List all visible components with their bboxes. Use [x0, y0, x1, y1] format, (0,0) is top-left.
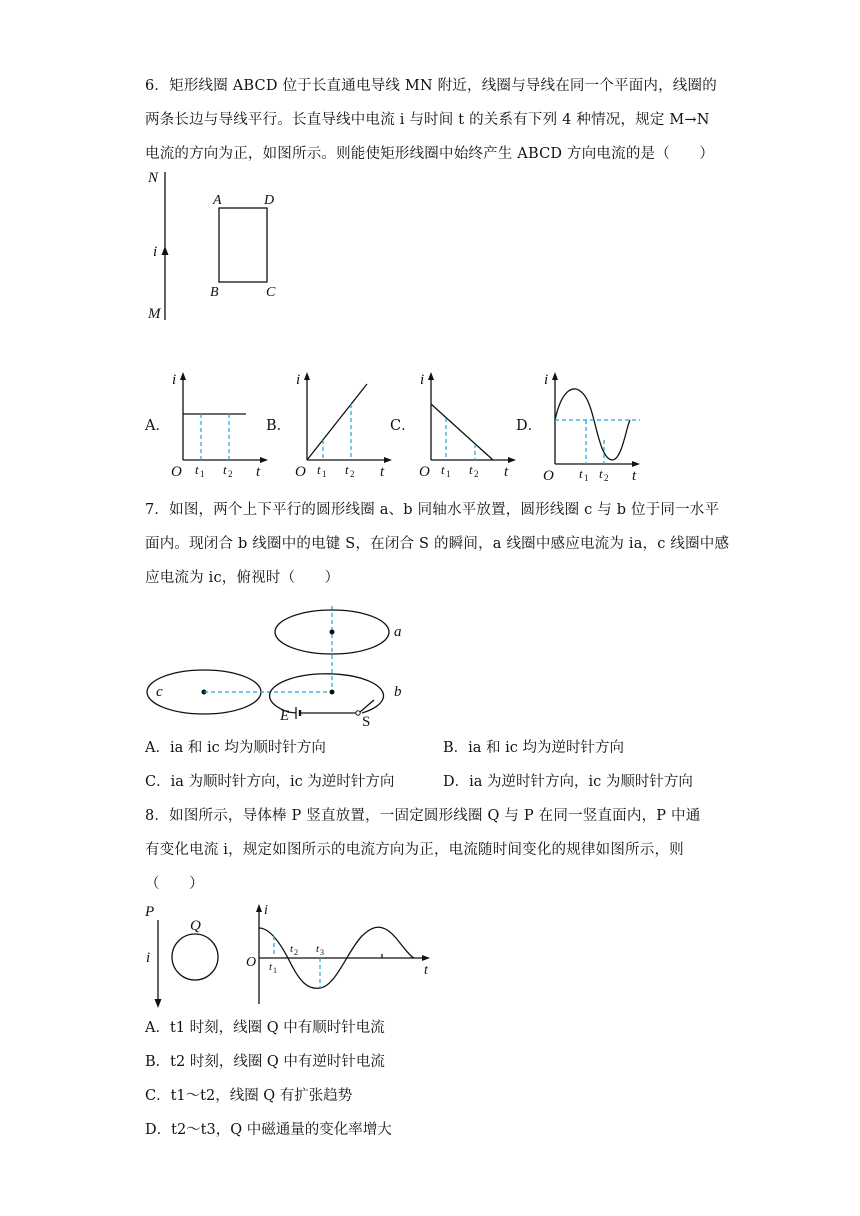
- q8-option-b: B．t2 时刻，线圈 Q 中有逆时针电流: [145, 1054, 385, 1070]
- label-D: D: [264, 193, 275, 208]
- svg-text:O: O: [295, 464, 306, 480]
- svg-text:t: t: [504, 464, 509, 480]
- svg-text:3: 3: [320, 948, 324, 957]
- svg-text:S: S: [362, 714, 371, 730]
- svg-text:t: t: [469, 462, 473, 477]
- svg-text:E: E: [280, 708, 290, 724]
- svg-text:i: i: [172, 372, 177, 388]
- svg-text:P: P: [145, 904, 155, 920]
- q7-option-d: D．ia 为逆时针方向，ic 为顺时针方向: [443, 774, 693, 790]
- svg-text:i: i: [264, 903, 268, 918]
- q8-rod-coil-figure: [140, 900, 230, 1010]
- svg-text:b: b: [394, 684, 402, 700]
- svg-text:i: i: [296, 372, 301, 388]
- svg-text:O: O: [171, 464, 182, 480]
- q8-option-a: A．t1 时刻，线圈 Q 中有顺时针电流: [145, 1020, 385, 1036]
- q6-option-a-label: A．: [145, 418, 170, 434]
- q6-text-line-1: 6．矩形线圈 ABCD 位于长直通电导线 MN 附近，线圈与导线在同一个平面内，线圈的: [145, 78, 717, 94]
- svg-text:a: a: [394, 624, 402, 640]
- svg-text:t: t: [632, 468, 637, 484]
- q6-option-b-label: B．: [266, 418, 292, 434]
- svg-text:2: 2: [294, 948, 298, 957]
- svg-text:t: t: [290, 943, 294, 955]
- svg-text:2: 2: [350, 469, 355, 479]
- label-i: i: [153, 244, 158, 260]
- svg-text:1: 1: [446, 469, 451, 479]
- q6-option-c-label: C．: [390, 418, 416, 434]
- svg-text:t: t: [223, 462, 227, 477]
- svg-text:t: t: [269, 961, 273, 973]
- label-C: C: [266, 285, 276, 300]
- q7-option-b: B．ia 和 ic 均为逆时针方向: [443, 740, 625, 756]
- q6-graph-b: [292, 368, 402, 478]
- svg-text:2: 2: [604, 473, 609, 483]
- q7-coils-figure: [146, 596, 426, 730]
- q6-text-line-2: 两条长边与导线平行。长直导线中电流 i 与时间 t 的关系有下列 4 种情况，规定 M→N: [145, 112, 710, 128]
- label-N: N: [148, 170, 159, 186]
- switch-s: [356, 711, 360, 715]
- svg-text:i: i: [544, 372, 549, 388]
- svg-text:O: O: [419, 464, 430, 480]
- q6-wire-coil-figure: [140, 168, 300, 328]
- q6-graph-d: [540, 368, 660, 484]
- svg-text:i: i: [146, 950, 151, 966]
- q6-graph-c: [416, 368, 526, 478]
- label-A: A: [213, 193, 222, 208]
- q7-text-line-2: 面内。现闭合 b 线圈中的电键 S，在闭合 S 的瞬间，a 线圈中感应电流为 ia，c 线圈中感: [145, 536, 730, 552]
- svg-text:1: 1: [273, 966, 277, 975]
- q7-option-a: A．ia 和 ic 均为顺时针方向: [145, 740, 326, 756]
- svg-text:t: t: [579, 466, 583, 481]
- q6-text-line-3: 电流的方向为正，如图所示。则能使矩形线圈中始终产生 ABCD 方向电流的是（ ）: [145, 146, 715, 162]
- q8-option-c: C．t1～t2，线圈 Q 有扩张趋势: [145, 1088, 353, 1104]
- svg-text:t: t: [345, 462, 349, 477]
- svg-text:2: 2: [474, 469, 479, 479]
- svg-text:c: c: [156, 684, 163, 700]
- svg-text:t: t: [599, 466, 603, 481]
- svg-text:t: t: [380, 464, 385, 480]
- coil-abcd: [219, 208, 267, 282]
- q6-option-d-label: D．: [516, 418, 543, 434]
- svg-text:2: 2: [228, 469, 233, 479]
- svg-text:1: 1: [322, 469, 327, 479]
- label-M: M: [148, 306, 161, 322]
- svg-text:t: t: [424, 963, 428, 978]
- q8-current-graph: [244, 900, 444, 1010]
- svg-text:t: t: [256, 464, 261, 480]
- svg-text:O: O: [246, 955, 257, 970]
- q6-graph-a: [168, 368, 278, 478]
- q8-text-line-2: 有变化电流 i，规定如图所示的电流方向为正，电流随时间变化的规律如图所示，则: [145, 842, 684, 858]
- svg-text:t: t: [317, 462, 321, 477]
- q8-text-line-1: 8．如图所示，导体棒 P 竖直放置，一固定圆形线圈 Q 与 P 在同一竖直面内，P 中通: [145, 808, 701, 824]
- svg-text:i: i: [420, 372, 425, 388]
- svg-text:t: t: [316, 943, 320, 955]
- svg-text:t: t: [195, 462, 199, 477]
- coil-q: [172, 934, 218, 980]
- q7-text-line-3: 应电流为 ic，俯视时（ ）: [145, 570, 340, 586]
- q7-text-line-1: 7．如图，两个上下平行的圆形线圈 a、b 同轴水平放置，圆形线圈 c 与 b 位于同一水平: [145, 502, 720, 518]
- q8-text-line-3: （ ）: [145, 876, 204, 892]
- svg-text:t: t: [441, 462, 445, 477]
- svg-text:O: O: [543, 468, 554, 484]
- svg-text:1: 1: [200, 469, 205, 479]
- q7-option-c: C．ia 为顺时针方向，ic 为逆时针方向: [145, 774, 395, 790]
- svg-text:1: 1: [584, 473, 589, 483]
- label-B: B: [210, 285, 219, 300]
- svg-text:Q: Q: [190, 918, 201, 934]
- q8-option-d: D．t2～t3，Q 中磁通量的变化率增大: [145, 1122, 392, 1138]
